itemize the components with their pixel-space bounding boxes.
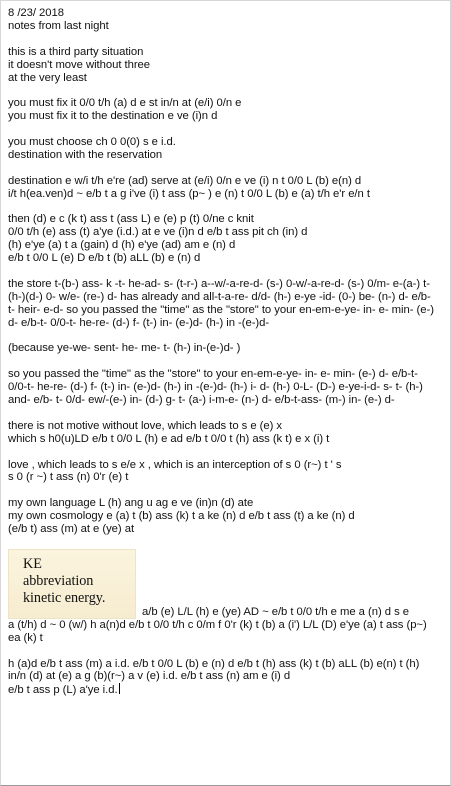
- text-line: it doesn't move without three: [8, 58, 150, 71]
- paragraph-final: [8, 658, 436, 698]
- final-text: h (a)d e/b t ass (m) a i.d. e/b t 0/0 L (b) e (n) d e/b t (h) ass (k) t (b) aLL (b) e(n) t (h) in/n (d) at (e) a g (b)(r~) a v (e) i.d. e/b t ass (n) am e (i) d: [8, 657, 420, 683]
- clipping-line: kinetic energy.: [23, 589, 106, 606]
- pasted-definition-clipping[interactable]: [8, 549, 136, 619]
- note-header: [8, 7, 436, 33]
- text-line: you must choose ch 0 0(0) s e i.d.: [8, 136, 176, 149]
- text-line: e/b t 0/0 L (e) D e/b t (b) aLL (b) e (n) d: [8, 252, 201, 265]
- text-line: 0/0 t/h (e) ass (t) a'ye (i.d.) at e ve (i)n d e/b t ass pit ch (in) d: [8, 226, 308, 239]
- paragraph-passed-time: so you passed the "time" as the "store" to your en-em-e-ye- in- e- min- (e-) d- e/b-t- 0/0-t- he-re- (d-) f- (t-) in- (e-)d- (h-) in -(e-)d- (h-) i- d- (h-) 0-L- (D-) e-ye-i-d- s- t- (h-) and- e/b- t- 0/d- ew/-(e-) in- (d-) g- t- (a-) i-m-e- (n-) d- e/b-t-ass- (m-) in- (e-) d-: [8, 368, 423, 407]
- text-line: then (d) e c (k t) ass t (ass L) e (e) p (t) 0/ne c knit: [8, 213, 254, 226]
- text-line: (h) e'ye (a) t a (gain) d (h) e'ye (ad) am e (n) d: [8, 239, 236, 252]
- note-date: 8 /23/ 2018: [8, 7, 64, 19]
- text-line: my own language L (h) ang u ag e ve (in)n (d) ate: [8, 497, 254, 510]
- paragraph-because: (because ye-we- sent- he- me- t- (h-) in-(e-)d- ): [8, 342, 241, 355]
- scrollbar[interactable]: [443, 1, 450, 783]
- note-subtitle: notes from last night: [8, 19, 109, 32]
- paragraph-third-party: [8, 46, 436, 85]
- clipping-line: abbreviation: [23, 572, 94, 589]
- text-line: you must fix it 0/0 t/h (a) d e st in/n at (e/i) 0/n e: [8, 97, 242, 110]
- note-editor[interactable]: [8, 7, 436, 697]
- paragraph-fix-it: [8, 97, 436, 123]
- text-line: destination e w/i t/h e're (ad) serve at (e/i) 0/n e ve (i) n t 0/0 L (b) e(n) d: [8, 174, 362, 187]
- paragraph-language: [8, 497, 436, 536]
- paragraph-destination: [8, 175, 436, 201]
- text-line: which s h0(u)LD e/b t 0/0 L (h) e ad e/b t 0/0 t (h) ass (k t) e x (i) t: [8, 432, 330, 445]
- paragraph-store: the store t-(b-) ass- k -t- he-ad- s- (t-r-) a--w/-a-re-d- (s-) 0-w/-a-re-d- (s-) 0/m- e-(a-) t- (h-)(d-) 0- w/e- (re-) d- has already and all-t-a-re- d/d- (h-) e-ye -id- (0-) be- (n-) d- e/b- t- heir- e-d- so you passed the "time" as the "store" to your en-em-e-ye- in- e- min- (e-) d- e/b-t- 0/0-t- he-re- (d-) f- (t-) in- (e-)d- (h-) in -(e-)d-: [8, 277, 434, 329]
- text-line: my own cosmology e (a) t (b) ass (k) t a ke (n) d e/b t ass (t) a ke (n) d: [8, 510, 355, 523]
- paragraph-choose: [8, 136, 436, 162]
- text-line: s 0 (r ~) t ass (n) 0'r (e) t: [8, 471, 129, 484]
- paragraph-motive: [8, 420, 436, 446]
- text-line: at the very least: [8, 71, 87, 84]
- clipping-row: [8, 549, 436, 619]
- text-line: love , which leads to s e/e x , which is an interception of s 0 (r~) t ' s: [8, 458, 342, 471]
- text-line: (e/b t) ass (m) at e (ye) at: [8, 523, 135, 536]
- final-last-line: e/b t ass p (L) a'ye i.d.: [8, 684, 118, 697]
- paragraph-after-clipping: a (t/h) d ~ 0 (w/) h a(n)d e/b t 0/0 t/h c 0/m f 0'r (k) t (b) a (i') L/L (D) e'ye (a) t ass (p~) ea (k) t: [8, 618, 427, 644]
- text-line: there is not motive without love, which leads to s e (e) x: [8, 419, 283, 432]
- text-cursor: [119, 683, 120, 694]
- text-line: destination with the reservation: [8, 148, 163, 161]
- text-line: you must fix it to the destination e ve (i)n d: [8, 110, 218, 123]
- paragraph-love: [8, 459, 436, 485]
- text-line: i/t h(ea.ven)d ~ e/b t a g i've (i) t ass (p~ ) e (n) t 0/0 L (b) e (a) t/h e'r e/n t: [8, 187, 370, 200]
- clipping-term: KE: [23, 555, 42, 572]
- text-line: this is a third party situation: [8, 45, 144, 58]
- text-after-clipping: a/b (e) L/L (h) e (ye) AD ~ e/b t 0/0 t/h e me a (n) d s e: [142, 605, 409, 618]
- paragraph-then: [8, 213, 436, 265]
